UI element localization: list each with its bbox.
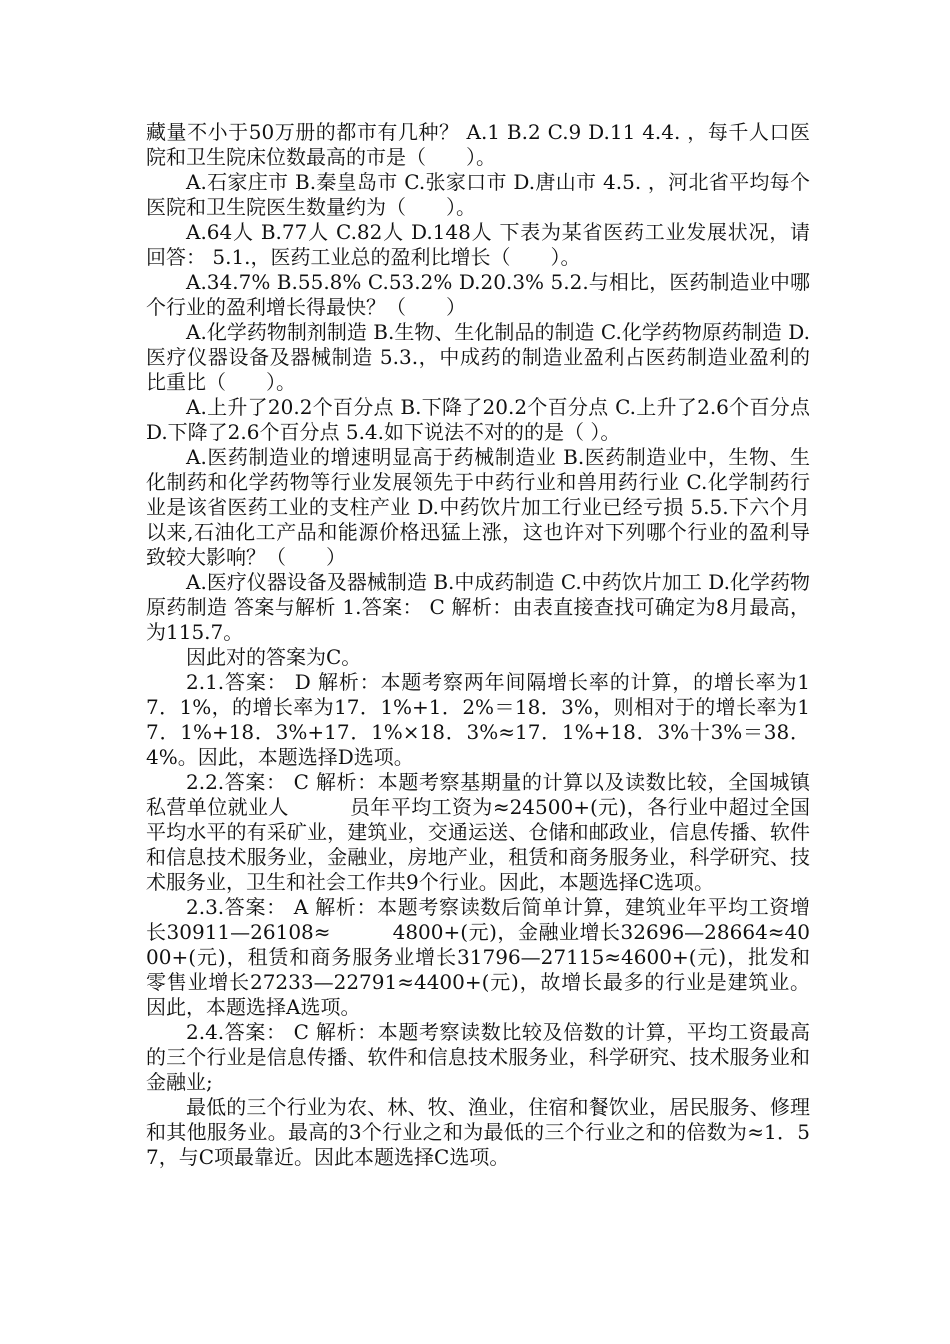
paragraph-2: A.石家庄市 B.秦皇岛市 C.张家口市 D.唐山市 4.5. ，河北省平均每个医院和卫生院医生数量约为（ ）。 (146, 170, 810, 219)
paragraph-10: 2.1.答案： D 解析：本题考察两年间隔增长率的计算，的增长率为17．1%，的增长率为17．1%+1．2%＝18．3%，则相对于的增长率为17．1%+18．3%+17．1%×18．3%≈17．1%+18．3%十3%＝38．4%。因此，本题选择D选项。 (146, 670, 810, 769)
paragraph-8: A.医疗仪器设备及器械制造 B.中成药制造 C.中药饮片加工 D.化学药物原药制造 答案与解析 1.答案： C 解析：由表直接查找可确定为8月最高，为115.7。 (146, 570, 810, 644)
document-body (146, 120, 810, 1170)
paragraph-9: 因此对的答案为C。 (186, 645, 362, 669)
paragraph-5: A.化学药物制剂制造 B.生物、生化制品的制造 C.化学药物原药制造 D.医疗仪器设备及器械制造 5.3.，中成药的制造业盈利占医药制造业盈利的比重比（ ）。 (146, 320, 810, 394)
paragraph-14: 最低的三个行业为农、林、牧、渔业，住宿和餐饮业，居民服务、修理和其他服务业。最高的3个行业之和为最低的三个行业之和的倍数为≈1．57，与C项最靠近。因此本题选择C选项。 (146, 1095, 810, 1169)
paragraph-1: 藏量不小于50万册的都市有几种？ A.1 B.2 C.9 D.11 4.4. ，每千人口医院和卫生院床位数最高的市是（ ）。 (146, 120, 810, 169)
paragraph-4: A.34.7% B.55.8% C.53.2% D.20.3% 5.2.与相比，医药制造业中哪个行业的盈利增长得最快？（ ） (146, 270, 810, 319)
paragraph-6: A.上升了20.2个百分点 B.下降了20.2个百分点 C.上升了2.6个百分点 D.下降了2.6个百分点 5.4.如下说法不对的的是（ ）。 (146, 395, 810, 444)
paragraph-13: 2.4.答案： C 解析：本题考察读数比较及倍数的计算，平均工资最高的三个行业是信息传播、软件和信息技术服务业，科学研究、技术服务业和金融业; (146, 1020, 810, 1094)
paragraph-12: 2.3.答案： A 解析：本题考察读数后简单计算，建筑业年平均工资增长30911—26108≈ 4800+(元)，金融业增长32696—28664≈4000+(元)，租赁和商务服务业增长31796—27115≈4600+(元)，批发和零售业增长27233—22791≈4400+(元)，故增长最多的行业是建筑业。因此，本题选择A选项。 (146, 895, 810, 1019)
paragraph-11: 2.2.答案： C 解析：本题考察基期量的计算以及读数比较，全国城镇私营单位就业人 员年平均工资为≈24500+(元)，各行业中超过全国平均水平的有采矿业，建筑业，交通运送、仓储和邮政业，信息传播、软件和信息技术服务业，金融业，房地产业，租赁和商务服务业，科学研究、技术服务业，卫生和社会工作共9个行业。因此，本题选择C选项。 (146, 770, 810, 894)
paragraph-3: A.64人 B.77人 C.82人 D.148人 下表为某省医药工业发展状况，请回答： 5.1.，医药工业总的盈利比增长（ ）。 (146, 220, 810, 269)
paragraph-7: A.医药制造业的增速明显高于药械制造业 B.医药制造业中，生物、生化制药和化学药物等行业发展领先于中药行业和兽用药行业 C.化学制药行业是该省医药工业的支柱产业 D.中药饮片加工行业已经亏损 5.5.下六个月以来,石油化工产品和能源价格迅猛上涨，这也许对下列哪个行业的盈利导致较大影响？（ ） (146, 445, 810, 569)
